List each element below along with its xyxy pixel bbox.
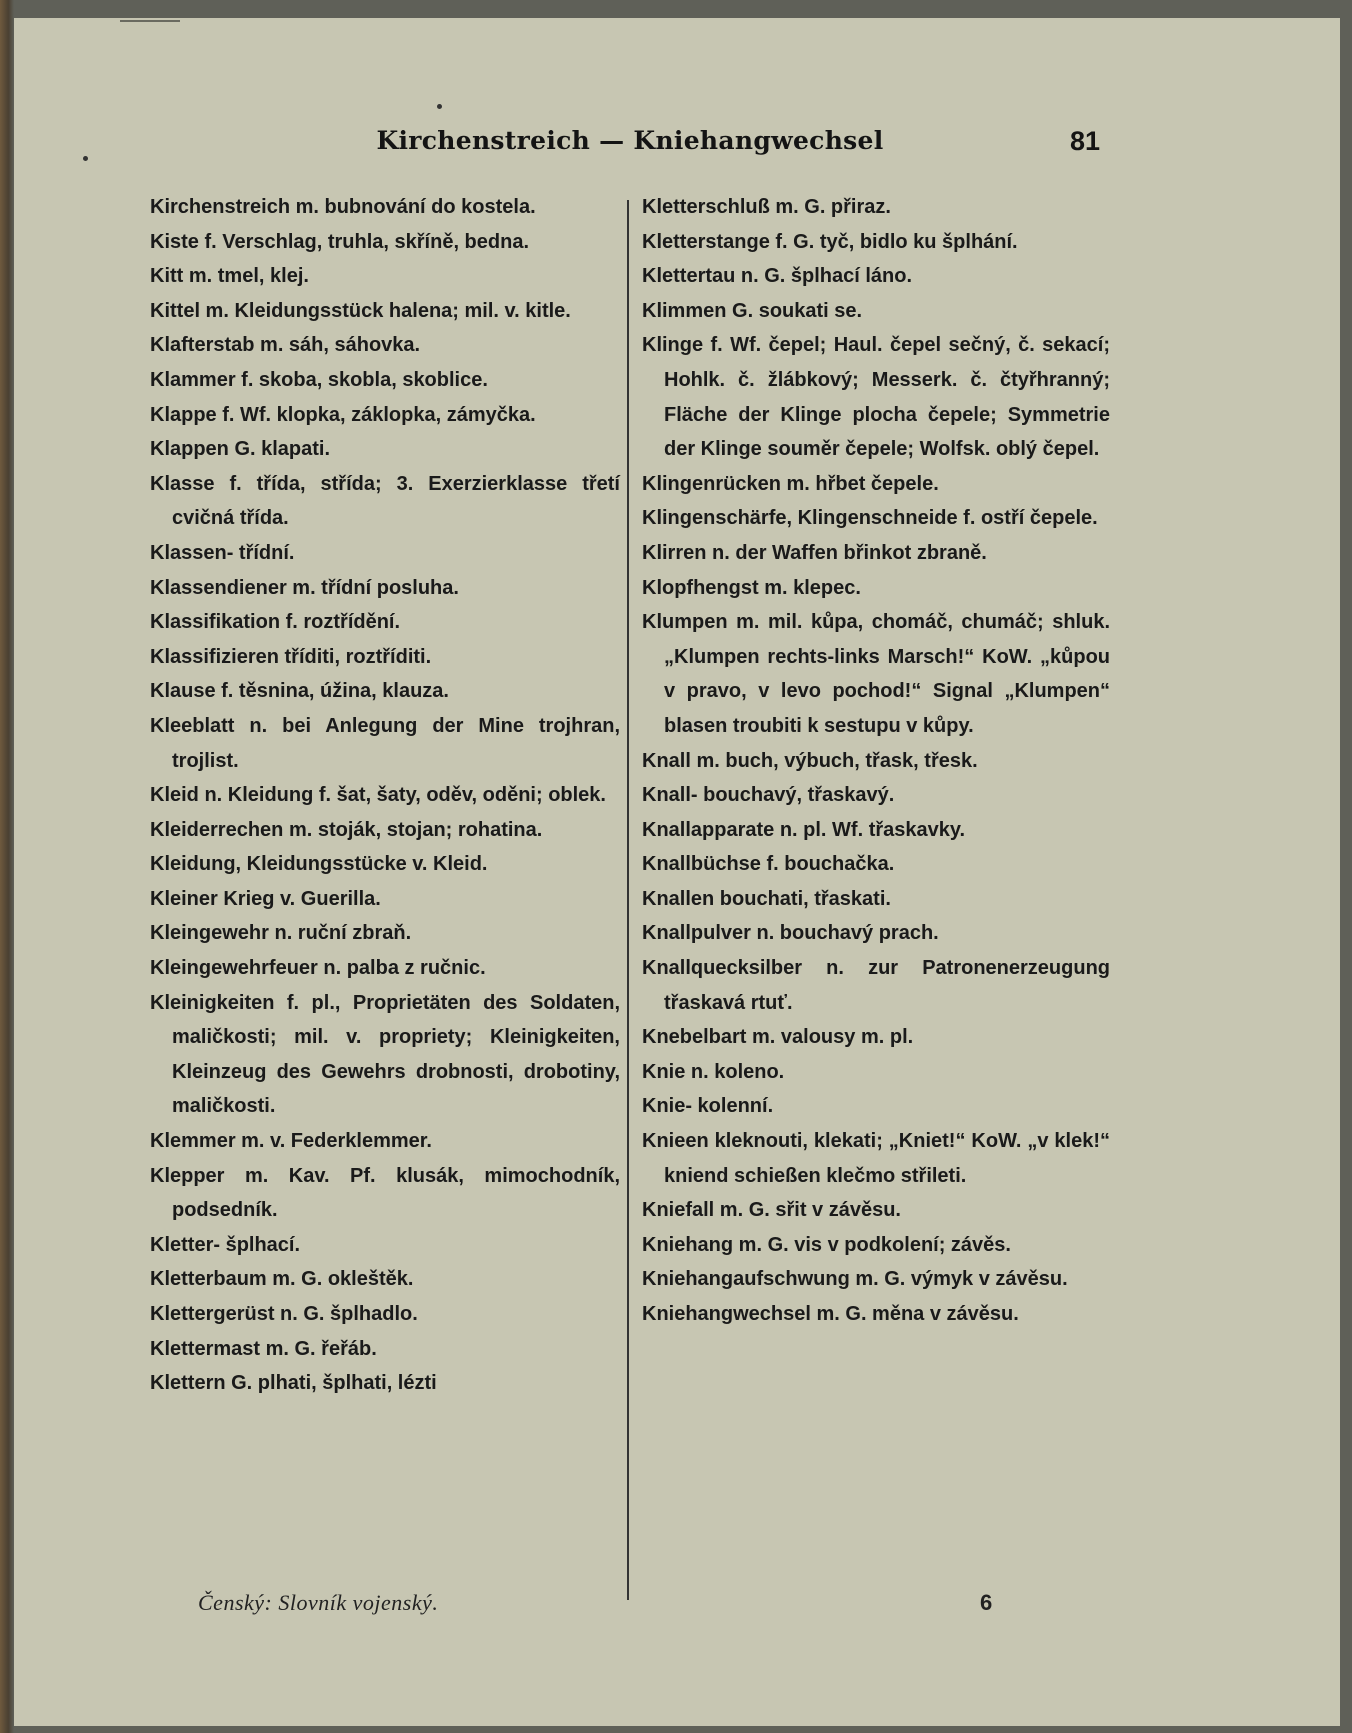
dictionary-entry: Kiste f. Verschlag, truhla, skříně, bedna. (150, 230, 530, 253)
header-title: Kirchenstreich — Kniehangwechsel (376, 126, 884, 155)
dictionary-entry: Knallpulver n. bouchavý prach. (642, 922, 939, 945)
dictionary-entry: Kletterschluß m. G. přiraz. (642, 196, 891, 218)
page-number: 81 (1069, 126, 1100, 156)
dictionary-entry: Klimmen G. soukati se. (642, 299, 863, 322)
dictionary-entry: Klettertau n. G. šplhací láno. (642, 265, 913, 288)
running-header (150, 126, 1110, 166)
dictionary-entry: Klassifizieren tříditi, roztříditi. (150, 645, 432, 668)
dictionary-entry: Klafterstab m. sáh, sáhovka. (150, 334, 421, 357)
dictionary-entry: Kirchenstreich m. bubnování do kostela. (150, 196, 536, 218)
dictionary-entry: Klappe f. Wf. klopka, záklopka, zámyčka. (150, 403, 536, 426)
dictionary-entry: Kniehang m. G. vis v podkolení; závěs. (642, 1233, 1011, 1256)
dictionary-entry: Knie- kolenní. (642, 1095, 774, 1118)
footer-signature: 6 (980, 1590, 993, 1615)
column-divider (627, 200, 629, 1600)
dictionary-entry: Klettergerüst n. G. šplhadlo. (150, 1303, 418, 1325)
dictionary-entry: Knebelbart m. valousy m. pl. (642, 1026, 914, 1049)
dictionary-entry: Klingenschärfe, Klingenschneide f. ostří čepele. (642, 507, 1098, 530)
dictionary-entry: Kitt m. tmel, klej. (150, 265, 309, 288)
dictionary-entry: Klinge f. Wf. čepel; Haul. čepel sečný, č. sekací; Hohlk. č. žlábkový; Messerk. č. čtyřhranný; Fläche der Klinge plocha čepele; Symmetrie der Klinge souměr čepele; Wolfsk. oblý čepel. (642, 334, 1110, 461)
dictionary-entry: Kleinigkeiten f. pl., Proprietäten des Soldaten, maličkosti; mil. v. propriety; Kleinigkeiten, Kleinzeug des Gewehrs drobnosti, drobotiny, maličkosti. (150, 991, 620, 1118)
right-column (642, 190, 1110, 1332)
dictionary-entry: Knallapparate n. pl. Wf. třaskavky. (642, 818, 966, 841)
dictionary-entry: Klopfhengst m. klepec. (642, 576, 861, 599)
dictionary-entry: Knie n. koleno. (642, 1060, 785, 1083)
dictionary-entry: Klingenrücken m. hřbet čepele. (642, 472, 939, 495)
dictionary-entry: Kleid n. Kleidung f. šat, šaty, oděv, oděni; oblek. (150, 784, 606, 807)
print-speck (437, 104, 442, 109)
dictionary-entry: Kleingewehrfeuer n. palba z ručnic. (150, 957, 486, 980)
page-footer (150, 1590, 1110, 1626)
dictionary-entry: Klammer f. skoba, skobla, skoblice. (150, 368, 488, 391)
book-binding (0, 0, 14, 1733)
dictionary-entry: Kletterbaum m. G. okleštěk. (150, 1268, 414, 1291)
dictionary-entry: Kittel m. Kleidungsstück halena; mil. v. kitle. (150, 299, 571, 322)
dictionary-entry: Klasse f. třída, střída; 3. Exerzierklasse třetí cvičná třída. (150, 472, 620, 530)
dictionary-entry: Knallen bouchati, třaskati. (642, 887, 891, 910)
dictionary-entry: Klirren n. der Waffen břinkot zbraně. (642, 541, 987, 564)
top-rule (120, 20, 180, 22)
dictionary-entry: Kleiner Krieg v. Guerilla. (150, 887, 381, 910)
dictionary-entry: Klassendiener m. třídní posluha. (150, 576, 459, 599)
dictionary-entry: Kleingewehr n. ruční zbraň. (150, 922, 412, 945)
dictionary-entry: Knallbüchse f. bouchačka. (642, 853, 895, 876)
dictionary-entry: Klettern G. plhati, šplhati, lézti (150, 1372, 437, 1395)
dictionary-entry: Knall m. buch, výbuch, třask, třesk. (642, 749, 978, 772)
dictionary-entry: Kletterstange f. G. tyč, bidlo ku šplhání. (642, 230, 1018, 253)
dictionary-entry: Kleidung, Kleidungsstücke v. Kleid. (150, 853, 488, 876)
dictionary-entry: Knallquecksilber n. zur Patronenerzeugung třaskavá rtuť. (642, 957, 1110, 1014)
dictionary-entry: Kletter- šplhací. (150, 1233, 301, 1256)
dictionary-entry: Klettermast m. G. řeřáb. (150, 1337, 377, 1360)
dictionary-entry: Knieen kleknouti, klekati; „Kniet!“ KoW. „v klek!“ kniend schießen klečmo střileti. (642, 1130, 1110, 1187)
dictionary-entry: Klepper m. Kav. Pf. klusák, mimochodník, podsedník. (150, 1164, 620, 1222)
print-speck (83, 156, 88, 161)
dictionary-entry: Kleiderrechen m. stoják, stojan; rohatina. (150, 818, 543, 841)
dictionary-entry: Klemmer m. v. Federklemmer. (150, 1130, 432, 1153)
dictionary-entry: Klumpen m. mil. kůpa, chomáč, chumáč; shluk. „Klumpen rechts-links Marsch!“ KoW. „kůpou v pravo, v levo pochod!“ Signal „Klumpen“ blasen troubiti k sestupu v kůpy. (642, 611, 1110, 737)
dictionary-entry: Kniehangwechsel m. G. měna v závěsu. (642, 1303, 1019, 1325)
dictionary-entry: Kniefall m. G. sřit v závěsu. (642, 1199, 901, 1222)
dictionary-entry: Klappen G. klapati. (150, 438, 331, 461)
left-column (150, 190, 620, 1401)
dictionary-entry: Kleeblatt n. bei Anlegung der Mine trojhran, trojlist. (150, 714, 620, 772)
footer-source: Čenský: Slovník vojenský. (198, 1590, 439, 1615)
dictionary-entry: Klause f. těsnina, úžina, klauza. (150, 680, 449, 703)
dictionary-entry: Klassen- třídní. (150, 541, 295, 564)
dictionary-entry: Klassifikation f. roztřídění. (150, 611, 401, 634)
dictionary-entry: Knall- bouchavý, třaskavý. (642, 784, 895, 807)
dictionary-entry: Kniehangaufschwung m. G. výmyk v závěsu. (642, 1268, 1068, 1291)
